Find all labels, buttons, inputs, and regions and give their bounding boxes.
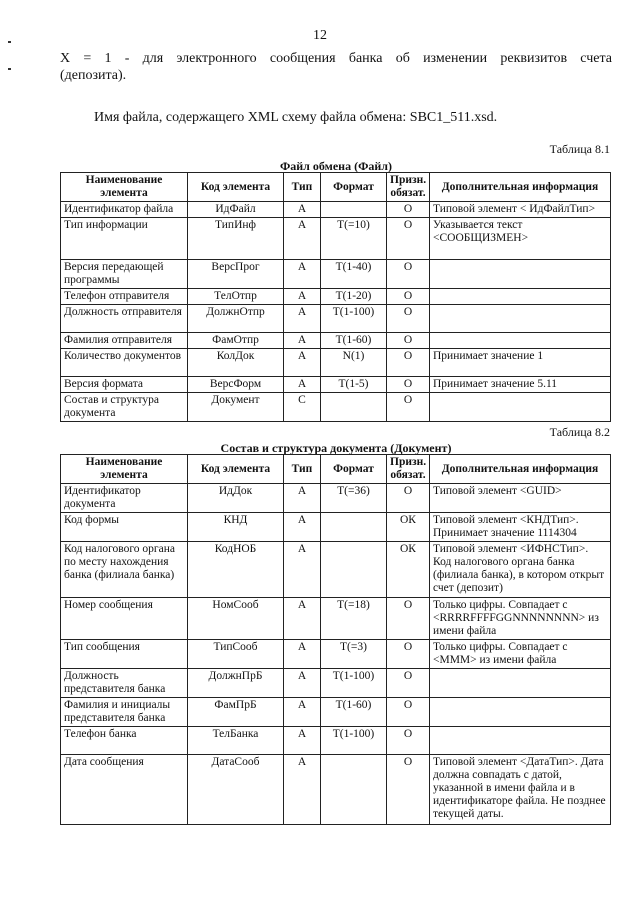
cell-info: Типовой элемент <КНДТип>. Принимает значение 1114304	[430, 513, 611, 542]
document-structure-table	[60, 454, 611, 825]
cell-info	[430, 305, 611, 333]
exchange-file-table	[60, 172, 611, 422]
cell-code: ФамПрБ	[188, 698, 284, 727]
cell-type: А	[284, 727, 321, 755]
intro-paragraph	[60, 50, 612, 84]
cell-req: О	[387, 669, 430, 698]
cell-code: ДатаСооб	[188, 755, 284, 825]
cell-info	[430, 289, 611, 305]
table-row	[61, 698, 611, 727]
cell-format	[321, 513, 387, 542]
cell-type: А	[284, 377, 321, 393]
table-caption: Таблица 8.2	[549, 425, 610, 439]
cell-req: О	[387, 393, 430, 422]
cell-name: Номер сообщения	[61, 598, 188, 640]
cell-info: Типовой элемент <GUID>	[430, 484, 611, 513]
cell-name: Телефон отправителя	[61, 289, 188, 305]
cell-name: Код формы	[61, 513, 188, 542]
cell-format: Т(=18)	[321, 598, 387, 640]
cell-info	[430, 333, 611, 349]
cell-req: О	[387, 218, 430, 260]
cell-format: Т(=3)	[321, 640, 387, 669]
cell-req: ОК	[387, 513, 430, 542]
cell-req: О	[387, 289, 430, 305]
table-row	[61, 727, 611, 755]
page-number: 12	[313, 28, 327, 43]
cell-info	[430, 669, 611, 698]
cell-code: КолДок	[188, 349, 284, 377]
cell-code: ФамОтпр	[188, 333, 284, 349]
cell-code: ТелОтпр	[188, 289, 284, 305]
cell-name: Телефон банка	[61, 727, 188, 755]
cell-code: Документ	[188, 393, 284, 422]
cell-name: Количество документов	[61, 349, 188, 377]
cell-code: ТипИнф	[188, 218, 284, 260]
cell-name: Идентификатор файла	[61, 202, 188, 218]
cell-format: Т(1-100)	[321, 727, 387, 755]
cell-format: Т(1-60)	[321, 333, 387, 349]
cell-req: О	[387, 260, 430, 289]
cell-name: Дата сообщения	[61, 755, 188, 825]
cell-code: ВерсФорм	[188, 377, 284, 393]
cell-format: Т(1-100)	[321, 669, 387, 698]
cell-name: Должность отправителя	[61, 305, 188, 333]
table-row	[61, 218, 611, 260]
cell-format	[321, 202, 387, 218]
cell-type: А	[284, 698, 321, 727]
cell-format: N(1)	[321, 349, 387, 377]
cell-code: ВерсПрог	[188, 260, 284, 289]
cell-req: О	[387, 727, 430, 755]
cell-code: КодНОБ	[188, 542, 284, 598]
cell-req: О	[387, 698, 430, 727]
cell-info	[430, 698, 611, 727]
cell-name: Код налогового органа по месту нахождения банка (филиала банка)	[61, 542, 188, 598]
cell-type: А	[284, 260, 321, 289]
cell-type: А	[284, 349, 321, 377]
table-row	[61, 542, 611, 598]
header-format: Формат	[321, 173, 387, 202]
table-caption: Таблица 8.1	[549, 142, 610, 156]
header-required: Призн. обязат.	[387, 455, 430, 484]
cell-name: Идентификатор документа	[61, 484, 188, 513]
cell-name: Версия передающей программы	[61, 260, 188, 289]
cell-info: Только цифры. Совпадает с <МММ> из имени файла	[430, 640, 611, 669]
cell-req: О	[387, 755, 430, 825]
cell-info	[430, 260, 611, 289]
cell-name: Фамилия и инициалы представителя банка	[61, 698, 188, 727]
cell-info: Указывается текст <СООБЩИЗМЕН>	[430, 218, 611, 260]
cell-info: Типовой элемент <ИФНСТип>. Код налогового органа банка (филиала банка), в котором открыт счет (депозит)	[430, 542, 611, 598]
cell-type: А	[284, 513, 321, 542]
header-code: Код элемента	[188, 455, 284, 484]
cell-code: ИдДок	[188, 484, 284, 513]
header-name: Наименование элемента	[61, 455, 188, 484]
cell-format: Т(1-60)	[321, 698, 387, 727]
header-code: Код элемента	[188, 173, 284, 202]
header-format: Формат	[321, 455, 387, 484]
cell-code: КНД	[188, 513, 284, 542]
cell-type: А	[284, 669, 321, 698]
paragraph-line: X = 1 - для электронного сообщения банка об изменении реквизитов счета	[60, 51, 612, 66]
cell-code: НомСооб	[188, 598, 284, 640]
cell-req: О	[387, 640, 430, 669]
table-title: Файл обмена (Файл)	[279, 159, 393, 173]
table-row	[61, 484, 611, 513]
cell-name: Тип сообщения	[61, 640, 188, 669]
cell-type: А	[284, 218, 321, 260]
cell-req: О	[387, 484, 430, 513]
cell-req: О	[387, 377, 430, 393]
cell-name: Версия формата	[61, 377, 188, 393]
cell-name: Состав и структура документа	[61, 393, 188, 422]
paragraph-line: (депозита).	[60, 68, 127, 83]
cell-code: ТипСооб	[188, 640, 284, 669]
cell-format	[321, 393, 387, 422]
cell-type: А	[284, 305, 321, 333]
cell-format: Т(1-5)	[321, 377, 387, 393]
cell-name: Тип информации	[61, 218, 188, 260]
schema-filename-line: Имя файла, содержащего XML схему файла обмена: SBC1_511.xsd.	[94, 110, 498, 125]
table-row	[61, 289, 611, 305]
cell-format: Т(=36)	[321, 484, 387, 513]
margin-mark	[8, 68, 11, 70]
table-row	[61, 349, 611, 377]
cell-format: Т(=10)	[321, 218, 387, 260]
cell-info	[430, 727, 611, 755]
cell-format: Т(1-100)	[321, 305, 387, 333]
table-row	[61, 333, 611, 349]
header-type: Тип	[284, 455, 321, 484]
cell-req: О	[387, 598, 430, 640]
cell-req: О	[387, 349, 430, 377]
cell-type: А	[284, 289, 321, 305]
table-row	[61, 305, 611, 333]
header-info: Дополнительная информация	[430, 455, 611, 484]
header-name: Наименование элемента	[61, 173, 188, 202]
cell-format: Т(1-20)	[321, 289, 387, 305]
cell-info	[430, 393, 611, 422]
table-row	[61, 393, 611, 422]
header-type: Тип	[284, 173, 321, 202]
table-row	[61, 202, 611, 218]
table-row	[61, 669, 611, 698]
cell-format	[321, 542, 387, 598]
cell-name: Фамилия отправителя	[61, 333, 188, 349]
cell-code: ДолжнОтпр	[188, 305, 284, 333]
cell-req: О	[387, 305, 430, 333]
header-required: Призн. обязат.	[387, 173, 430, 202]
cell-info: Типовой элемент < ИдФайлТип>	[430, 202, 611, 218]
cell-format	[321, 755, 387, 825]
cell-info: Только цифры. Совпадает с <RRRRFFFFGGNNNNNNNN> из имени файла	[430, 598, 611, 640]
cell-name: Должность представителя банка	[61, 669, 188, 698]
cell-type: А	[284, 598, 321, 640]
cell-info: Принимает значение 1	[430, 349, 611, 377]
cell-type: А	[284, 640, 321, 669]
cell-code: ИдФайл	[188, 202, 284, 218]
table-row	[61, 513, 611, 542]
cell-info: Типовой элемент <ДатаТип>. Дата должна совпадать с датой, указанной в имени файла и в идентификаторе файла. Не позднее текущей даты.	[430, 755, 611, 825]
cell-type: А	[284, 484, 321, 513]
header-info: Дополнительная информация	[430, 173, 611, 202]
cell-type: А	[284, 202, 321, 218]
cell-type: А	[284, 542, 321, 598]
cell-info: Принимает значение 5.11	[430, 377, 611, 393]
cell-type: А	[284, 755, 321, 825]
table-row	[61, 260, 611, 289]
table-title: Состав и структура документа (Документ)	[220, 441, 452, 455]
table-row	[61, 640, 611, 669]
cell-format: Т(1-40)	[321, 260, 387, 289]
cell-req: О	[387, 333, 430, 349]
cell-req: О	[387, 202, 430, 218]
table-row	[61, 377, 611, 393]
cell-code: ДолжнПрБ	[188, 669, 284, 698]
table-row	[61, 598, 611, 640]
cell-req: ОК	[387, 542, 430, 598]
table-row	[61, 755, 611, 825]
cell-type: А	[284, 333, 321, 349]
cell-code: ТелБанка	[188, 727, 284, 755]
cell-type: С	[284, 393, 321, 422]
